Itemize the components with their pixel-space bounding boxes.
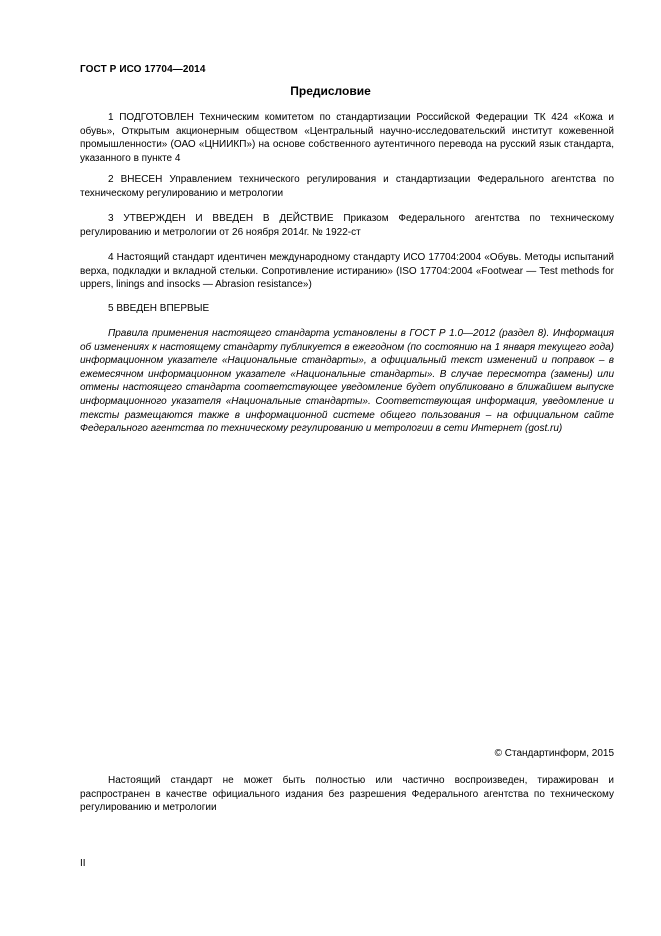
- preface-item-2: 2 ВНЕСЕН Управлением технического регулирования и стандартизации Федерального агентства по техническому регулированию и метрологии: [80, 174, 614, 199]
- preface-item-5: 5 ВВЕДЕН ВПЕРВЫЕ: [108, 303, 210, 314]
- reproduction-notice: Настоящий стандарт не может быть полностью или частично воспроизведен, тиражирован и распространен в качестве официального издания без разрешения Федерального агентства по техническому регулированию и метрологии: [80, 775, 614, 814]
- page-number: II: [80, 858, 86, 869]
- preface-item-3: 3 УТВЕРЖДЕН И ВВЕДЕН В ДЕЙСТВИЕ Приказом Федерального агентства по техническому регулированию и метрологии от 26 ноября 2014г. № 1922-ст: [80, 213, 614, 238]
- copyright-line: © Стандартинформ, 2015: [494, 748, 614, 759]
- preface-item-4: 4 Настоящий стандарт идентичен международному стандарту ИСО 17704:2004 «Обувь. Методы испытаний верха, подкладки и вкладной стельки. Сопротивление истиранию» (ISO 17704:2004 «Footwear — Test methods for uppers, linings and insocks — Abrasion resistance»): [80, 252, 614, 291]
- standard-code-header: ГОСТ Р ИСО 17704—2014: [80, 64, 206, 75]
- page-title: Предисловие: [290, 84, 371, 98]
- preface-item-1: 1 ПОДГОТОВЛЕН Техническим комитетом по стандартизации Российской Федерации ТК 424 «Кожа и обувь», Открытым акционерным обществом «Центральный научно-исследовательский институт кожевенной промышленности» (ОАО «ЦНИИКП») на основе собственного аутентичного перевода на русский язык стандарта, указанного в пункте 4: [80, 112, 614, 164]
- application-rules-note: Правила применения настоящего стандарта установлены в ГОСТ Р 1.0—2012 (раздел 8). Информация об изменениях к настоящему стандарту публикуется в ежегодном (по состоянию на 1 января текущего года) информационном указателе «Национальные стандарты», а официальный текст изменений и поправок – в ежемесячном информационном указателе «Национальные стандарты». В случае пересмотра (замены) или отмены настоящего стандарта соответствующее уведомление будет опубликовано в ближайшем выпуске информационного указателя «Национальные стандарты». Соответствующая информация, уведомление и тексты размещаются также в информационной системе общего пользования – на официальном сайте Федерального агентства по техническому регулированию и метрологии в сети Интернет (gost.ru): [80, 328, 614, 435]
